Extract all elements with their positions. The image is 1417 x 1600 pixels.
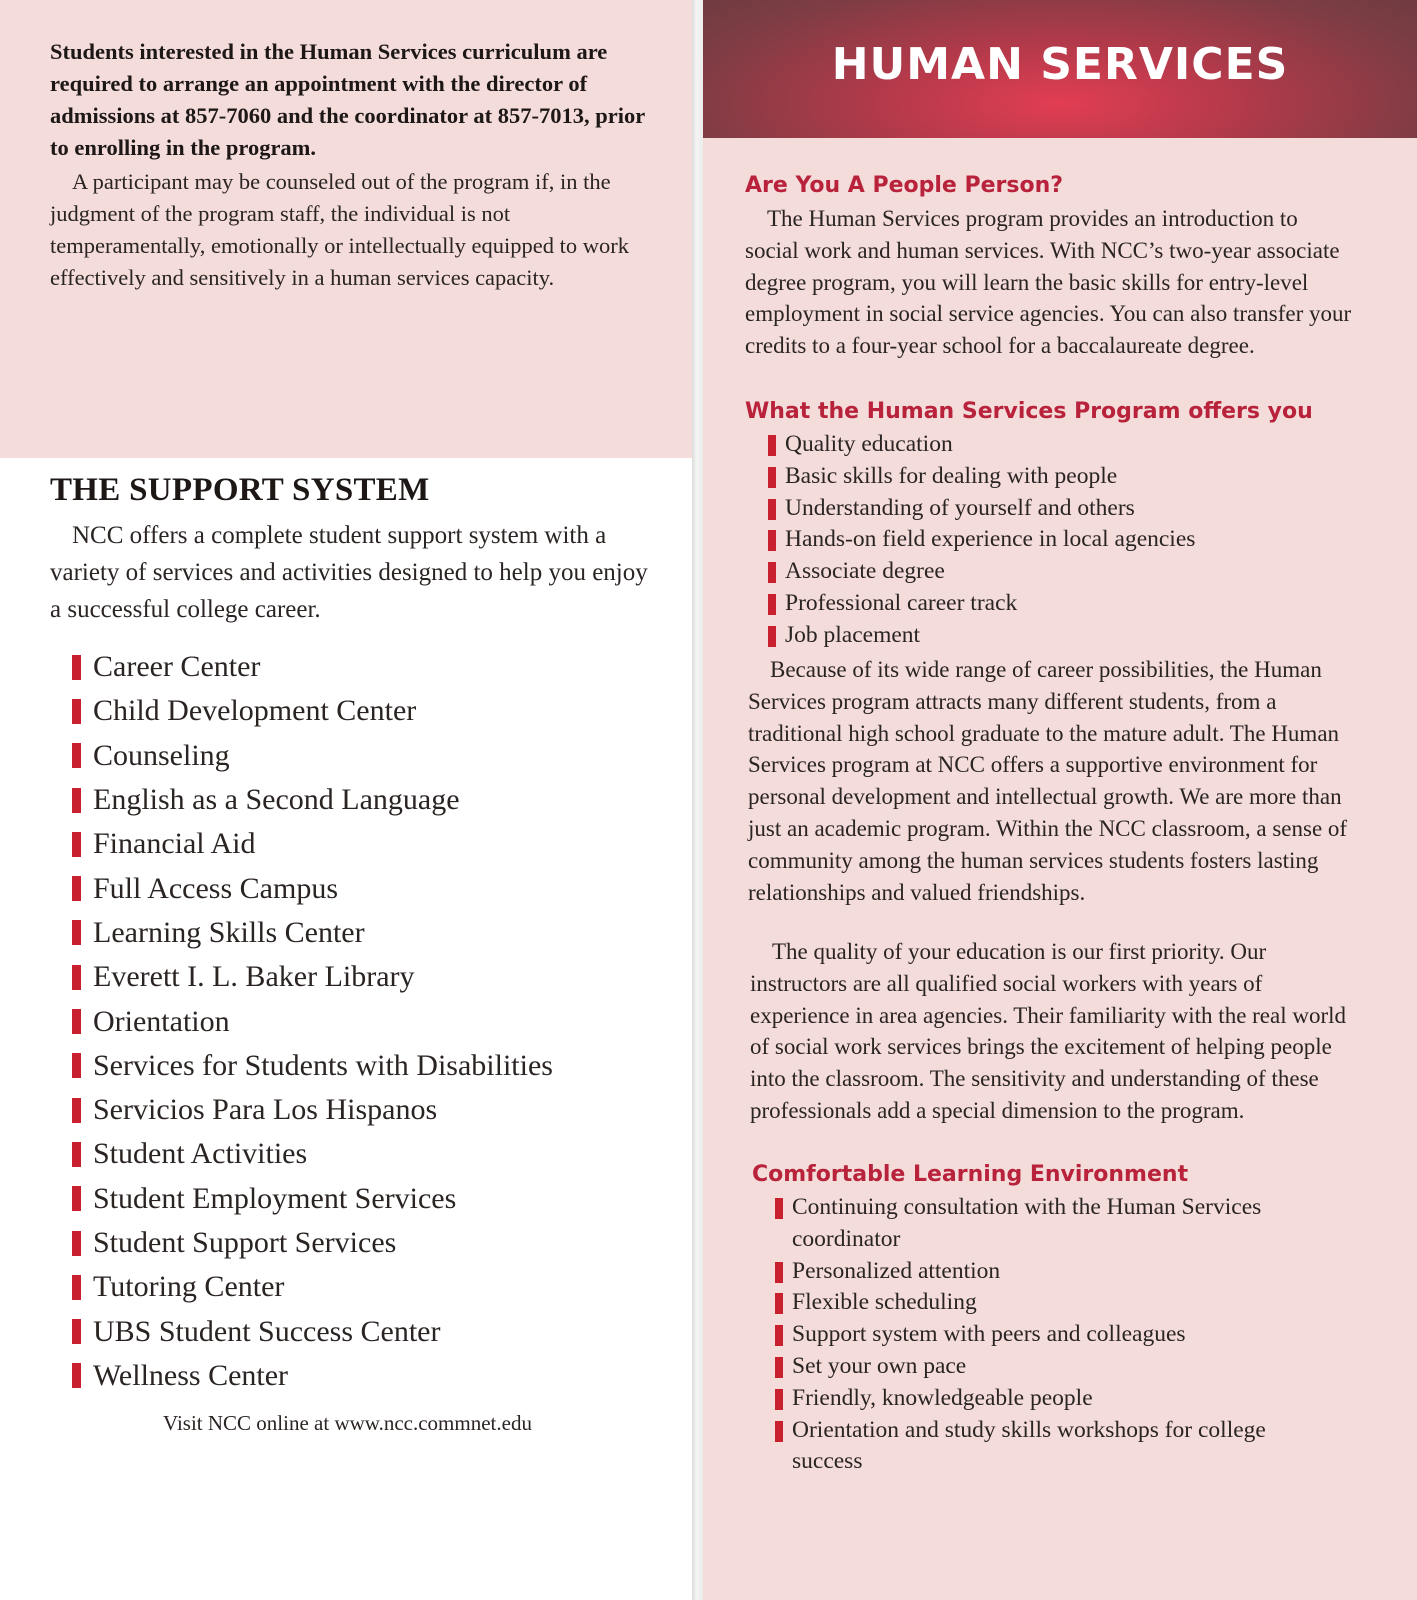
red-bullet-icon [72,965,81,990]
environment-feature-item-label: Continuing consultation with the Human Services coordinator [792,1194,1262,1252]
support-service-item-label: Full Access Campus [93,871,338,905]
support-service-item-label: Services for Students with Disabilities [93,1048,553,1082]
support-service-item-label: Child Development Center [93,694,417,728]
support-service-item-label: Counseling [93,738,230,772]
header-banner [703,0,1417,138]
red-bullet-icon [72,1363,81,1388]
admissions-note-section [0,0,692,458]
support-service-item-label: Servicios Para Los Hispanos [93,1093,438,1127]
environment-feature-item [775,1351,1335,1383]
red-bullet-icon [72,655,81,680]
red-bullet-icon [72,920,81,945]
environment-feature-item [775,1256,1335,1288]
red-bullet-icon [72,832,81,857]
program-offer-item [768,429,1195,461]
red-bullet-icon [72,876,81,901]
page-fold-gutter [692,0,703,1600]
red-bullet-icon [72,1098,81,1123]
environment-feature-item-label: Friendly, knowledgeable people [792,1384,1093,1411]
red-bullet-icon [768,594,776,615]
red-bullet-icon [768,467,776,488]
support-service-item-label: Financial Aid [93,827,256,861]
environment-feature-item [775,1383,1335,1415]
red-bullet-icon [775,1325,783,1346]
support-service-item [72,866,553,910]
environment-feature-item [775,1319,1335,1351]
red-bullet-icon [72,1231,81,1256]
support-service-item-label: Everett I. L. Baker Library [93,960,415,994]
program-offer-item-label: Understanding of yourself and others [785,494,1135,521]
program-offer-item [768,461,1195,493]
support-service-item-label: Orientation [93,1004,230,1038]
support-service-item [72,1044,553,1088]
support-service-item-label: Career Center [93,650,261,684]
support-service-item [72,999,553,1043]
program-offer-item-label: Hands-on field experience in local agencies [785,526,1196,553]
support-service-item [72,645,553,689]
support-service-item-label: UBS Student Success Center [93,1314,441,1348]
support-system-intro: NCC offers a complete student support system with a variety of services and activities designed to help you enjoy a successful college career. [50,522,648,623]
support-service-item [72,1265,553,1309]
environment-feature-item [775,1415,1335,1479]
red-bullet-icon [72,1186,81,1211]
environment-feature-item-label: Set your own pace [792,1352,967,1379]
program-offers-heading: What the Human Services Program offers you [745,399,1313,424]
red-bullet-icon [768,499,776,520]
support-service-item-label: English as a Second Language [93,783,460,817]
red-bullet-icon [72,1275,81,1300]
people-person-heading: Are You A People Person? [745,173,1064,198]
support-service-item-label: Learning Skills Center [93,915,365,949]
support-service-item-label: Student Employment Services [93,1181,457,1215]
red-bullet-icon [768,562,776,583]
support-service-item-label: Tutoring Center [93,1270,285,1304]
support-system-title: THE SUPPORT SYSTEM [50,472,430,508]
program-offer-item-label: Professional career track [785,589,1018,616]
left-panel [0,0,692,1600]
red-bullet-icon [768,626,776,647]
admissions-requirement-text: Students interested in the Human Services curriculum are required to arrange an appointment with the director of admissions at 857-7060 and the coordinator at 857-7013, prior to enrolling in the program. [50,39,645,160]
support-service-item [72,911,553,955]
red-bullet-icon [72,699,81,724]
environment-feature-item-label: Personalized attention [792,1257,1001,1284]
counseling-note-text: A participant may be counseled out of the program if, in the judgment of the program staff, the individual is not temperamentally, emotionally or intellectually equipped to work effectively and sensitively in a human services capacity. [50,169,629,290]
page-title: HUMAN SERVICES [831,38,1289,90]
program-offer-item [768,493,1195,525]
red-bullet-icon [72,1319,81,1344]
program-offer-item-label: Quality education [785,431,953,457]
red-bullet-icon [72,1009,81,1034]
support-service-item [72,1221,553,1265]
support-service-item [72,734,553,778]
program-offer-item-label: Basic skills for dealing with people [785,462,1118,489]
support-service-item [72,1309,553,1353]
career-possibilities-text: Because of its wide range of career possibilities, the Human Services program attracts many different students, from a traditional high school graduate to the mature adult. The Human Services program at NCC offers a supportive environment for personal development and intellectual growth. We are more than just an academic program. Within the NCC classroom, a sense of community among the human services students fosters lasting relationships and valued friendships. [748,657,1348,905]
support-service-item [72,1177,553,1221]
red-bullet-icon [72,1142,81,1167]
support-services-list [72,645,553,1398]
program-offer-item [768,588,1195,620]
program-offer-item [768,556,1195,588]
support-service-item [72,778,553,822]
red-bullet-icon [775,1293,783,1314]
program-intro-text: The Human Services program provides an introduction to social work and human services. With NCC’s two-year associate degree program, you will learn the basic skills for entry-level employment in social service agencies. You can also transfer your credits to a four-year school for a baccalaureate degree. [745,206,1352,359]
environment-feature-item-label: Flexible scheduling [792,1289,977,1316]
program-offer-item-label: Job placement [785,621,921,648]
environment-feature-item-label: Support system with peers and colleagues [792,1321,1186,1348]
environment-feature-item [775,1287,1335,1319]
support-service-item [72,689,553,733]
red-bullet-icon [72,1053,81,1078]
support-service-item-label: Student Activities [93,1137,308,1171]
red-bullet-icon [768,530,776,551]
support-service-item-label: Student Support Services [93,1226,397,1259]
program-offers-list [768,429,1195,652]
support-service-item [72,955,553,999]
support-service-item [72,1088,553,1132]
red-bullet-icon [775,1198,783,1219]
support-service-item [72,1132,553,1176]
red-bullet-icon [768,435,776,456]
learning-environment-list [775,1192,1335,1478]
program-offer-item [768,620,1195,652]
support-service-item [72,1354,553,1398]
program-offer-item-label: Associate degree [785,558,945,585]
red-bullet-icon [775,1421,783,1442]
environment-feature-item [775,1192,1335,1256]
red-bullet-icon [775,1357,783,1378]
website-footer: Visit NCC online at www.ncc.commnet.edu [163,1411,532,1435]
program-offer-item [768,524,1195,556]
support-service-item [72,822,553,866]
education-quality-text: The quality of your education is our first priority. Our instructors are all qualified social workers with years of experience in area agencies. Their familiarity with the real world of social work services brings the excitement of helping people into the classroom. The sensitivity and understanding of these professionals add a special dimension to the program. [750,939,1347,1123]
environment-feature-item-label: Orientation and study skills workshops for college success [792,1416,1266,1475]
red-bullet-icon [72,788,81,813]
red-bullet-icon [775,1389,783,1410]
support-service-item-label: Wellness Center [93,1358,289,1392]
red-bullet-icon [72,743,81,768]
learning-environment-heading: Comfortable Learning Environment [752,1162,1189,1187]
red-bullet-icon [775,1262,783,1283]
